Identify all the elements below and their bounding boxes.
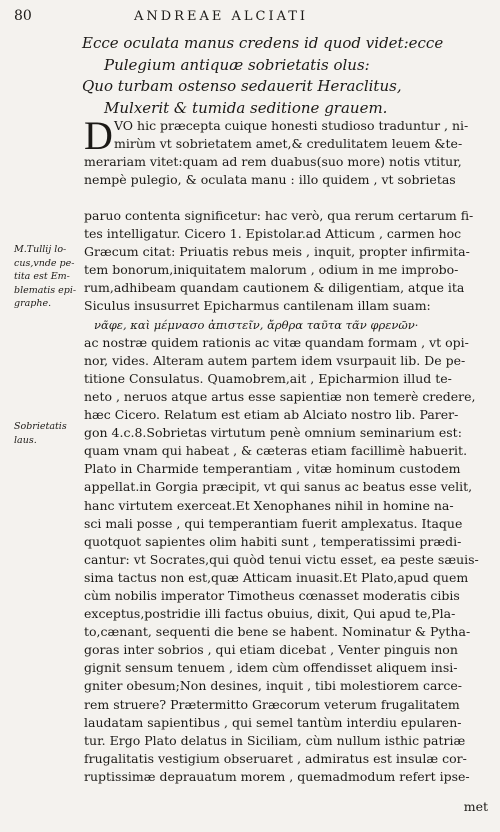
margin-note-line: cus,vnde pe-: [14, 257, 75, 269]
margin-note-line: laus.: [14, 434, 37, 446]
text-line: sci mali posse , qui temperantiam fuerit amplexatus. Itaque: [84, 515, 463, 531]
text-line: goras inter sobrios , qui etiam dicebat , Venter pinguis non: [84, 642, 458, 658]
margin-note-line: Sobrietatis: [14, 421, 67, 432]
text-line: laudatam sapientibus , qui semel tantùm interdiu epularen-: [84, 714, 462, 730]
epigram: [82, 33, 492, 119]
commentary-opening: [84, 113, 489, 189]
text-line: Græcum citat: Priuatis rebus meis , inquit, propter infirmita-: [84, 244, 470, 260]
text-line: ruptissimæ deprauatum morem , quemadmodum refert ipse-: [84, 768, 470, 784]
text-line: gignit sensum tenuem , idem cùm offendisset aliquem insi-: [84, 660, 458, 676]
text-line: gon 4.c.8.Sobrietas virtutum penè omnium seminarium est:: [84, 425, 462, 441]
text-line: gniter obesum;Non desines, inquit , tibi molestiorem carce-: [84, 678, 463, 694]
text-line: paruo contenta significetur: hac verò, qua rerum certarum fi-: [84, 208, 474, 223]
epigram-line: Mulxerit & tumida seditione grauem.: [104, 98, 388, 117]
text-line: titione Consulatus. Quamobrem,ait , Epicharmion illud te-: [84, 370, 452, 386]
text-line: tes intelligatur. Cicero 1. Epistolar.ad Atticum , carmen hoc: [84, 226, 462, 242]
epigram-line: Pulegium antiquæ sobrietatis olus:: [104, 55, 370, 74]
text-line: tur. Ergo Plato delatus in Siciliam, cùm nullum isthic patriæ: [84, 732, 466, 748]
epigram-line: Quo turbam ostenso sedauerit Heraclitus,: [82, 77, 402, 95]
page-number: 80: [14, 8, 32, 24]
catchword: met: [463, 799, 488, 814]
margin-note-line: tita est Em-: [14, 271, 70, 282]
text-line: VO hic præcepta cuique honesti studioso traduntur , ni-: [114, 118, 469, 133]
text-line: hæc Cicero. Relatum est etiam ab Alciato nostro lib. Parer-: [84, 407, 459, 423]
text-line: cùm nobilis imperator Timotheus cœnasset moderatis cibis: [84, 587, 460, 603]
text-line: to,cænant, sequenti die bene se habent. Nominatur & Pytha-: [84, 624, 471, 640]
text-line: hanc virtutem exerceat.Et Xenophanes nihil in homine na-: [84, 497, 454, 513]
text-line: quotquot sapientes olim habiti sunt , temperatissimi prædi-: [84, 533, 462, 549]
text-line: quam vnam qui habeat , & cæteras etiam facillimè habuerit.: [84, 443, 468, 459]
text-line: exceptus,postridie illi factus obuius, dixit, Qui apud te,Pla-: [84, 606, 456, 622]
text-line: sima tactus non est,quæ Atticam inuasit.Et Plato,apud quem: [84, 569, 469, 585]
margin-note-line: graphe.: [14, 298, 52, 309]
margin-note-cicero: [14, 243, 80, 311]
text-line: Siculus insusurret Epicharmus cantilenam illam suam:: [84, 298, 431, 314]
text-line: nempè pulegio, & oculata manu : illo quidem , vt sobrietas: [84, 172, 456, 188]
margin-note-sobrietas: [14, 420, 80, 447]
text-line: frugalitatis vestigium obseruaret , admiratus est insulæ cor-: [84, 750, 467, 766]
commentary-body: [84, 207, 489, 786]
text-line: cantur: vt Socrates,qui quòd tenui victu esset, ea peste sæuis-: [84, 551, 479, 567]
margin-note-line: blematis epi-: [14, 284, 77, 296]
text-line: nor, vides. Alteram autem partem idem vsurpauit lib. De pe-: [84, 352, 466, 368]
text-line: ac nostræ quidem rationis ac vitæ quandam formam , vt opi-: [84, 334, 469, 350]
text-line: merariam vitet:quam ad rem duabus(suo more) notis vtitur,: [84, 154, 462, 170]
text-line: rum,adhibeam quandam cautionem & diligentiam, atque ita: [84, 280, 465, 296]
epigram-line: Ecce oculata manus credens id quod videt:ecce: [82, 34, 444, 52]
text-line: appellat.in Gorgia præcipit, vt qui sanus ac beatus esse velit,: [84, 479, 473, 495]
running-title: ANDREAE ALCIATI: [134, 9, 309, 24]
running-head: [14, 6, 490, 26]
text-line: neto , neruos atque artus esse sapientiæ non temerè credere,: [84, 388, 476, 404]
text-line: tem bonorum,iniquitatem malorum , odium in me improbo-: [84, 262, 459, 278]
text-line: rem struere? Prætermitto Græcorum veterum frugalitatem: [84, 696, 460, 712]
drop-cap: D: [84, 113, 113, 158]
text-line: mirùm vt sobrietatem amet,& credulitatem leuem &te-: [114, 136, 463, 152]
margin-note-line: M.Tullij lo-: [14, 244, 67, 255]
text-line: Plato in Charmide temperantiam , vitæ hominum custodem: [84, 461, 461, 477]
greek-verse: νᾶφε, καὶ μέμνασο ἀπιστεῖν, ἄρθρα ταῦτα τᾶν φρενῶν·: [94, 317, 419, 332]
